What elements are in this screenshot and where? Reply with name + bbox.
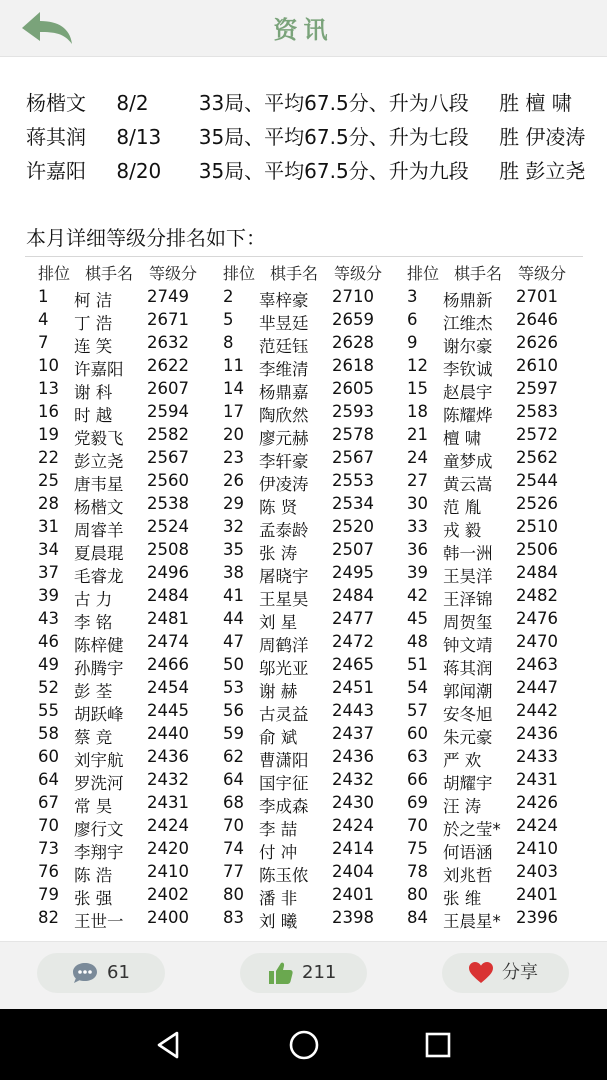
table-cell-score: 2396 bbox=[516, 908, 558, 927]
table-cell-rank: 42 bbox=[407, 586, 428, 605]
table-cell-score: 2597 bbox=[516, 379, 558, 398]
table-cell-score: 2496 bbox=[147, 563, 189, 582]
table-cell-rank: 33 bbox=[407, 517, 428, 536]
table-cell-name: 谢尔豪 bbox=[443, 337, 493, 356]
table-cell-name: 童梦成 bbox=[443, 452, 493, 471]
table-cell-rank: 52 bbox=[38, 678, 59, 697]
news-detail: 33局、平均67.5分、升为八段 bbox=[198, 91, 469, 115]
news-detail: 35局、平均67.5分、升为九段 bbox=[198, 159, 469, 183]
table-cell-rank: 35 bbox=[223, 540, 244, 559]
table-cell-name: 柯 洁 bbox=[74, 291, 113, 310]
table-cell-name: 张 维 bbox=[443, 889, 482, 908]
table-cell-score: 2440 bbox=[147, 724, 189, 743]
table-cell-score: 2443 bbox=[332, 701, 374, 720]
table-cell-rank: 4 bbox=[38, 310, 49, 329]
table-cell-rank: 50 bbox=[223, 655, 244, 674]
table-cell-rank: 44 bbox=[223, 609, 244, 628]
table-cell-score: 2437 bbox=[332, 724, 374, 743]
table-cell-name: 安冬旭 bbox=[443, 705, 493, 724]
comment-button[interactable] bbox=[37, 953, 165, 993]
table-cell-score: 2414 bbox=[332, 839, 374, 858]
share-label: 分享 bbox=[502, 962, 538, 983]
table-cell-rank: 62 bbox=[223, 747, 244, 766]
nav-home-button[interactable] bbox=[286, 1027, 322, 1063]
table-cell-score: 2476 bbox=[516, 609, 558, 628]
table-cell-score: 2659 bbox=[332, 310, 374, 329]
table-cell-score: 2465 bbox=[332, 655, 374, 674]
table-cell-score: 2605 bbox=[332, 379, 374, 398]
table-cell-rank: 53 bbox=[223, 678, 244, 697]
header-rank: 排位 bbox=[38, 264, 71, 283]
table-cell-score: 2507 bbox=[332, 540, 374, 559]
table-cell-score: 2607 bbox=[147, 379, 189, 398]
table-cell-rank: 57 bbox=[407, 701, 428, 720]
table-cell-name: 杨鼎嘉 bbox=[259, 383, 309, 402]
table-cell-name: 夏晨琨 bbox=[74, 544, 124, 563]
table-cell-score: 2400 bbox=[147, 908, 189, 927]
table-cell-rank: 17 bbox=[223, 402, 244, 421]
header-name: 棋手名 bbox=[454, 264, 503, 283]
table-cell-rank: 54 bbox=[407, 678, 428, 697]
table-cell-score: 2481 bbox=[147, 609, 189, 628]
table-cell-name: 王世一 bbox=[74, 912, 124, 931]
table-cell-rank: 70 bbox=[223, 816, 244, 835]
table-cell-name: 许嘉阳 bbox=[74, 360, 124, 379]
table-cell-rank: 63 bbox=[407, 747, 428, 766]
nav-back-button[interactable] bbox=[150, 1027, 186, 1063]
table-cell-score: 2482 bbox=[516, 586, 558, 605]
table-cell-score: 2477 bbox=[332, 609, 374, 628]
table-cell-score: 2474 bbox=[147, 632, 189, 651]
table-cell-rank: 2 bbox=[223, 287, 234, 306]
table-cell-score: 2404 bbox=[332, 862, 374, 881]
table-cell-name: 国宇征 bbox=[259, 774, 309, 793]
system-nav-bar bbox=[0, 1009, 607, 1080]
table-cell-rank: 24 bbox=[407, 448, 428, 467]
table-cell-name: 陶欣然 bbox=[259, 406, 309, 425]
circle-home-icon bbox=[286, 1027, 322, 1063]
table-cell-rank: 60 bbox=[407, 724, 428, 743]
table-cell-score: 2410 bbox=[147, 862, 189, 881]
table-cell-rank: 67 bbox=[38, 793, 59, 812]
table-cell-score: 2562 bbox=[516, 448, 558, 467]
table-cell-score: 2454 bbox=[147, 678, 189, 697]
table-cell-name: 陈梓健 bbox=[74, 636, 124, 655]
table-cell-name: 杨鼎新 bbox=[443, 291, 493, 310]
table-cell-name: 付 冲 bbox=[259, 843, 298, 862]
table-cell-name: 范 胤 bbox=[443, 498, 482, 517]
table-cell-name: 毛睿龙 bbox=[74, 567, 124, 586]
table-cell-rank: 15 bbox=[407, 379, 428, 398]
table-cell-score: 2628 bbox=[332, 333, 374, 352]
table-cell-rank: 25 bbox=[38, 471, 59, 490]
comment-count: 61 bbox=[107, 962, 130, 983]
news-list bbox=[26, 86, 596, 188]
header-name: 棋手名 bbox=[85, 264, 134, 283]
news-player: 许嘉阳 bbox=[26, 159, 86, 183]
like-count: 211 bbox=[302, 962, 337, 983]
table-cell-rank: 8 bbox=[223, 333, 234, 352]
table-cell-name: 廖元赫 bbox=[259, 429, 309, 448]
table-cell-name: 李轩豪 bbox=[259, 452, 309, 471]
table-cell-name: 蒋其润 bbox=[443, 659, 493, 678]
table-cell-rank: 32 bbox=[223, 517, 244, 536]
header-score: 等级分 bbox=[518, 264, 567, 283]
table-cell-rank: 38 bbox=[223, 563, 244, 582]
table-cell-rank: 28 bbox=[38, 494, 59, 513]
table-cell-rank: 12 bbox=[407, 356, 428, 375]
header-name: 棋手名 bbox=[270, 264, 319, 283]
table-cell-score: 2436 bbox=[147, 747, 189, 766]
table-cell-rank: 79 bbox=[38, 885, 59, 904]
table-cell-score: 2526 bbox=[516, 494, 558, 513]
like-button[interactable] bbox=[240, 953, 367, 993]
table-cell-name: 李翔宇 bbox=[74, 843, 124, 862]
table-cell-score: 2508 bbox=[147, 540, 189, 559]
table-cell-name: 曹潇阳 bbox=[259, 751, 309, 770]
table-cell-name: 黄云嵩 bbox=[443, 475, 493, 494]
table-cell-name: 陈 浩 bbox=[74, 866, 113, 885]
table-cell-rank: 7 bbox=[38, 333, 49, 352]
table-cell-name: 张 强 bbox=[74, 889, 113, 908]
table-cell-rank: 64 bbox=[223, 770, 244, 789]
news-win: 胜 伊凌涛 bbox=[499, 125, 586, 149]
table-cell-rank: 27 bbox=[407, 471, 428, 490]
table-cell-name: 时 越 bbox=[74, 406, 113, 425]
table-cell-score: 2433 bbox=[516, 747, 558, 766]
table-cell-rank: 70 bbox=[407, 816, 428, 835]
table-cell-score: 2632 bbox=[147, 333, 189, 352]
table-cell-score: 2594 bbox=[147, 402, 189, 421]
table-cell-name: 蔡 竞 bbox=[74, 728, 113, 747]
table-cell-score: 2410 bbox=[516, 839, 558, 858]
table-cell-score: 2749 bbox=[147, 287, 189, 306]
news-date: 8/13 bbox=[116, 125, 162, 149]
table-cell-score: 2424 bbox=[516, 816, 558, 835]
nav-recents-button[interactable] bbox=[420, 1027, 456, 1063]
table-cell-score: 2578 bbox=[332, 425, 374, 444]
table-cell-name: 陈耀烨 bbox=[443, 406, 493, 425]
table-cell-name: 孙腾宇 bbox=[74, 659, 124, 678]
table-cell-rank: 73 bbox=[38, 839, 59, 858]
table-cell-rank: 20 bbox=[223, 425, 244, 444]
table-cell-score: 2401 bbox=[332, 885, 374, 904]
table-cell-name: 李维清 bbox=[259, 360, 309, 379]
table-cell-score: 2520 bbox=[332, 517, 374, 536]
table-cell-score: 2436 bbox=[332, 747, 374, 766]
table-cell-score: 2466 bbox=[147, 655, 189, 674]
page-title: 资讯 bbox=[273, 16, 334, 44]
table-cell-rank: 23 bbox=[223, 448, 244, 467]
table-cell-name: 伊凌涛 bbox=[259, 475, 309, 494]
table-cell-rank: 10 bbox=[38, 356, 59, 375]
table-cell-rank: 70 bbox=[38, 816, 59, 835]
table-cell-rank: 14 bbox=[223, 379, 244, 398]
table-cell-score: 2403 bbox=[516, 862, 558, 881]
table-cell-score: 2618 bbox=[332, 356, 374, 375]
table-cell-rank: 59 bbox=[223, 724, 244, 743]
table-cell-name: 罗洗河 bbox=[74, 774, 124, 793]
table-cell-name: 芈昱廷 bbox=[259, 314, 309, 333]
table-cell-rank: 68 bbox=[223, 793, 244, 812]
table-cell-name: 连 笑 bbox=[74, 337, 113, 356]
table-cell-score: 2701 bbox=[516, 287, 558, 306]
table-cell-name: 江维杰 bbox=[443, 314, 493, 333]
news-detail: 35局、平均67.5分、升为七段 bbox=[198, 125, 469, 149]
table-cell-name: 李 喆 bbox=[259, 820, 298, 839]
table-cell-score: 2534 bbox=[332, 494, 374, 513]
table-cell-name: 潘 非 bbox=[259, 889, 298, 908]
table-cell-score: 2484 bbox=[147, 586, 189, 605]
table-cell-score: 2431 bbox=[147, 793, 189, 812]
news-player: 蒋其润 bbox=[26, 125, 86, 149]
table-cell-name: 周鹤洋 bbox=[259, 636, 309, 655]
table-cell-score: 2432 bbox=[332, 770, 374, 789]
table-cell-name: 钟文靖 bbox=[443, 636, 493, 655]
table-cell-name: 胡耀宇 bbox=[443, 774, 493, 793]
table-cell-score: 2402 bbox=[147, 885, 189, 904]
table-cell-rank: 75 bbox=[407, 839, 428, 858]
table-cell-name: 韩一洲 bbox=[443, 544, 493, 563]
table-cell-name: 张 涛 bbox=[259, 544, 298, 563]
table-cell-rank: 18 bbox=[407, 402, 428, 421]
news-win: 胜 彭立尧 bbox=[499, 159, 586, 183]
ranking-title: 本月详细等级分排名如下： bbox=[26, 226, 266, 250]
table-cell-score: 2506 bbox=[516, 540, 558, 559]
table-cell-score: 2622 bbox=[147, 356, 189, 375]
table-cell-name: 陈玉侬 bbox=[259, 866, 309, 885]
table-cell-name: 周睿羊 bbox=[74, 521, 124, 540]
table-cell-rank: 39 bbox=[38, 586, 59, 605]
header-score: 等级分 bbox=[149, 264, 198, 283]
ranking-table bbox=[25, 256, 583, 937]
news-date: 8/20 bbox=[116, 159, 162, 183]
table-cell-rank: 39 bbox=[407, 563, 428, 582]
table-cell-score: 2432 bbox=[147, 770, 189, 789]
table-cell-name: 刘 星 bbox=[259, 613, 298, 632]
table-cell-score: 2445 bbox=[147, 701, 189, 720]
table-cell-name: 朱元豪 bbox=[443, 728, 493, 747]
top-bar bbox=[0, 0, 607, 57]
table-cell-rank: 51 bbox=[407, 655, 428, 674]
table-cell-rank: 80 bbox=[407, 885, 428, 904]
table-cell-name: 杨楷文 bbox=[74, 498, 124, 517]
table-cell-score: 2646 bbox=[516, 310, 558, 329]
news-item bbox=[26, 120, 596, 154]
table-cell-score: 2472 bbox=[332, 632, 374, 651]
table-cell-score: 2626 bbox=[516, 333, 558, 352]
news-item bbox=[26, 154, 596, 188]
table-cell-score: 2538 bbox=[147, 494, 189, 513]
table-cell-rank: 55 bbox=[38, 701, 59, 720]
table-cell-name: 彭 荃 bbox=[74, 682, 113, 701]
table-cell-rank: 6 bbox=[407, 310, 418, 329]
table-cell-rank: 19 bbox=[38, 425, 59, 444]
table-cell-name: 陈 贤 bbox=[259, 498, 298, 517]
table-cell-name: 於之莹* bbox=[443, 820, 501, 839]
table-cell-score: 2567 bbox=[147, 448, 189, 467]
table-cell-rank: 69 bbox=[407, 793, 428, 812]
action-bar bbox=[0, 941, 607, 1010]
table-cell-score: 2560 bbox=[147, 471, 189, 490]
table-cell-rank: 60 bbox=[38, 747, 59, 766]
table-cell-name: 胡跃峰 bbox=[74, 705, 124, 724]
table-cell-name: 廖行文 bbox=[74, 820, 124, 839]
table-cell-name: 谢 科 bbox=[74, 383, 113, 402]
triangle-back-icon bbox=[150, 1027, 186, 1063]
table-cell-name: 邬光亚 bbox=[259, 659, 309, 678]
table-cell-rank: 30 bbox=[407, 494, 428, 513]
news-item bbox=[26, 86, 596, 120]
table-cell-score: 2442 bbox=[516, 701, 558, 720]
table-cell-rank: 26 bbox=[223, 471, 244, 490]
table-cell-rank: 36 bbox=[407, 540, 428, 559]
table-cell-score: 2572 bbox=[516, 425, 558, 444]
table-cell-name: 王星昊 bbox=[259, 590, 309, 609]
table-cell-score: 2436 bbox=[516, 724, 558, 743]
table-cell-name: 辜梓豪 bbox=[259, 291, 309, 310]
table-cell-rank: 5 bbox=[223, 310, 234, 329]
table-cell-score: 2451 bbox=[332, 678, 374, 697]
table-cell-rank: 46 bbox=[38, 632, 59, 651]
table-cell-score: 2553 bbox=[332, 471, 374, 490]
table-cell-name: 檀 啸 bbox=[443, 429, 482, 448]
table-cell-name: 王晨星* bbox=[443, 912, 501, 931]
table-cell-rank: 58 bbox=[38, 724, 59, 743]
table-cell-name: 常 昊 bbox=[74, 797, 113, 816]
table-cell-name: 俞 斌 bbox=[259, 728, 298, 747]
table-cell-score: 2583 bbox=[516, 402, 558, 421]
heart-icon bbox=[468, 961, 494, 985]
table-cell-name: 赵晨宇 bbox=[443, 383, 493, 402]
news-player: 杨楷文 bbox=[26, 91, 86, 115]
table-cell-name: 党毅飞 bbox=[74, 429, 124, 448]
table-cell-score: 2495 bbox=[332, 563, 374, 582]
table-cell-rank: 49 bbox=[38, 655, 59, 674]
table-cell-rank: 80 bbox=[223, 885, 244, 904]
news-win: 胜 檀 啸 bbox=[499, 91, 572, 115]
table-cell-score: 2401 bbox=[516, 885, 558, 904]
table-cell-score: 2424 bbox=[332, 816, 374, 835]
table-cell-name: 唐韦星 bbox=[74, 475, 124, 494]
table-cell-rank: 16 bbox=[38, 402, 59, 421]
table-cell-rank: 77 bbox=[223, 862, 244, 881]
table-cell-score: 2593 bbox=[332, 402, 374, 421]
table-cell-score: 2610 bbox=[516, 356, 558, 375]
table-cell-name: 彭立尧 bbox=[74, 452, 124, 471]
table-cell-score: 2470 bbox=[516, 632, 558, 651]
table-cell-score: 2398 bbox=[332, 908, 374, 927]
table-cell-score: 2463 bbox=[516, 655, 558, 674]
table-cell-rank: 84 bbox=[407, 908, 428, 927]
table-cell-score: 2671 bbox=[147, 310, 189, 329]
table-cell-rank: 43 bbox=[38, 609, 59, 628]
table-cell-name: 王泽锦 bbox=[443, 590, 493, 609]
table-cell-rank: 74 bbox=[223, 839, 244, 858]
table-cell-rank: 83 bbox=[223, 908, 244, 927]
table-cell-score: 2582 bbox=[147, 425, 189, 444]
share-button[interactable] bbox=[442, 953, 569, 993]
table-cell-name: 范廷钰 bbox=[259, 337, 309, 356]
thumbs-up-icon bbox=[268, 961, 294, 985]
table-cell-rank: 66 bbox=[407, 770, 428, 789]
table-cell-name: 汪 涛 bbox=[443, 797, 482, 816]
table-cell-name: 周贺玺 bbox=[443, 613, 493, 632]
table-cell-rank: 48 bbox=[407, 632, 428, 651]
table-cell-rank: 37 bbox=[38, 563, 59, 582]
table-cell-score: 2424 bbox=[147, 816, 189, 835]
table-cell-rank: 82 bbox=[38, 908, 59, 927]
table-cell-name: 孟泰龄 bbox=[259, 521, 309, 540]
table-cell-name: 李钦诚 bbox=[443, 360, 493, 379]
table-cell-rank: 64 bbox=[38, 770, 59, 789]
table-cell-score: 2484 bbox=[332, 586, 374, 605]
table-cell-name: 丁 浩 bbox=[74, 314, 113, 333]
table-cell-rank: 31 bbox=[38, 517, 59, 536]
table-cell-name: 刘兆哲 bbox=[443, 866, 493, 885]
table-cell-name: 刘宇航 bbox=[74, 751, 124, 770]
table-cell-rank: 78 bbox=[407, 862, 428, 881]
table-cell-name: 屠晓宇 bbox=[259, 567, 309, 586]
news-date: 8/2 bbox=[116, 91, 149, 115]
table-cell-rank: 45 bbox=[407, 609, 428, 628]
table-cell-rank: 3 bbox=[407, 287, 418, 306]
table-cell-name: 古灵益 bbox=[259, 705, 309, 724]
table-cell-score: 2484 bbox=[516, 563, 558, 582]
table-cell-rank: 1 bbox=[38, 287, 49, 306]
table-cell-name: 郭闻潮 bbox=[443, 682, 493, 701]
header-rank: 排位 bbox=[223, 264, 256, 283]
header-rank: 排位 bbox=[407, 264, 440, 283]
table-cell-rank: 34 bbox=[38, 540, 59, 559]
table-cell-name: 王昊洋 bbox=[443, 567, 493, 586]
table-cell-name: 古 力 bbox=[74, 590, 113, 609]
table-cell-score: 2420 bbox=[147, 839, 189, 858]
table-cell-score: 2430 bbox=[332, 793, 374, 812]
table-cell-score: 2710 bbox=[332, 287, 374, 306]
table-cell-score: 2426 bbox=[516, 793, 558, 812]
table-cell-name: 谢 赫 bbox=[259, 682, 298, 701]
table-cell-score: 2447 bbox=[516, 678, 558, 697]
table-cell-rank: 41 bbox=[223, 586, 244, 605]
table-cell-rank: 22 bbox=[38, 448, 59, 467]
table-cell-score: 2524 bbox=[147, 517, 189, 536]
table-cell-score: 2431 bbox=[516, 770, 558, 789]
table-cell-name: 戎 毅 bbox=[443, 521, 482, 540]
table-cell-name: 何语涵 bbox=[443, 843, 493, 862]
table-cell-rank: 11 bbox=[223, 356, 244, 375]
table-cell-score: 2510 bbox=[516, 517, 558, 536]
table-cell-name: 李成森 bbox=[259, 797, 309, 816]
table-cell-score: 2544 bbox=[516, 471, 558, 490]
comment-bubble-icon bbox=[71, 961, 99, 985]
table-cell-name: 李 铭 bbox=[74, 613, 113, 632]
table-cell-rank: 29 bbox=[223, 494, 244, 513]
table-cell-name: 刘 曦 bbox=[259, 912, 298, 931]
header-score: 等级分 bbox=[334, 264, 383, 283]
table-cell-score: 2567 bbox=[332, 448, 374, 467]
table-cell-rank: 56 bbox=[223, 701, 244, 720]
table-cell-rank: 13 bbox=[38, 379, 59, 398]
table-cell-rank: 76 bbox=[38, 862, 59, 881]
square-recents-icon bbox=[420, 1027, 456, 1063]
table-cell-rank: 9 bbox=[407, 333, 418, 352]
table-cell-rank: 21 bbox=[407, 425, 428, 444]
table-header bbox=[25, 261, 583, 283]
table-cell-rank: 47 bbox=[223, 632, 244, 651]
table-cell-name: 严 欢 bbox=[443, 751, 482, 770]
